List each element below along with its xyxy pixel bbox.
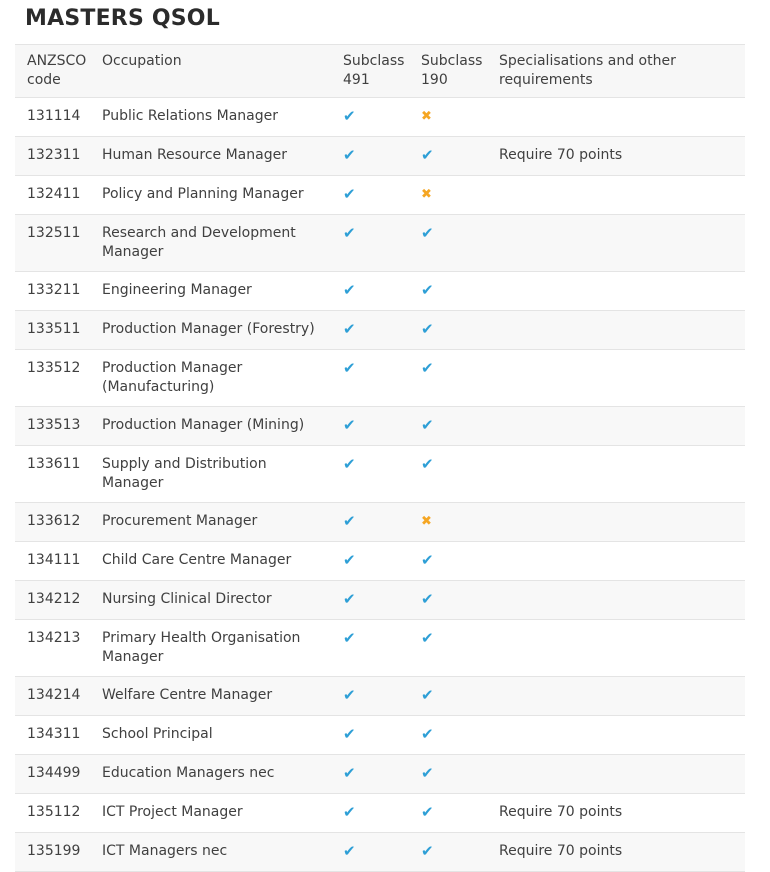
anzsco-code-cell: 135112 (15, 794, 90, 833)
requirements-cell (487, 350, 745, 407)
occupation-cell: ICT Managers nec (90, 833, 331, 872)
subclass-190-cell (409, 407, 487, 446)
subclass-491-cell (331, 716, 409, 755)
anzsco-code-cell: 134499 (15, 755, 90, 794)
check-icon: ✔ (343, 551, 356, 569)
occupation-row (15, 581, 745, 620)
requirements-cell (487, 581, 745, 620)
column-header-subclass-491: Subclass 491 (331, 45, 409, 98)
requirements-cell (487, 407, 745, 446)
subclass-491-cell (331, 272, 409, 311)
occupation-cell: School Principal (90, 716, 331, 755)
occupation-row (15, 716, 745, 755)
occupation-cell: Child Care Centre Manager (90, 542, 331, 581)
occupation-cell: Public Relations Manager (90, 98, 331, 137)
check-icon: ✔ (343, 224, 356, 242)
requirements-cell (487, 311, 745, 350)
anzsco-code-cell: 133612 (15, 503, 90, 542)
requirements-cell (487, 716, 745, 755)
subclass-190-cell (409, 272, 487, 311)
occupation-row (15, 833, 745, 872)
header-row (15, 45, 745, 98)
occupation-row (15, 446, 745, 503)
subclass-190-cell (409, 446, 487, 503)
requirements-cell (487, 215, 745, 272)
subclass-491-cell (331, 215, 409, 272)
occupation-cell: Procurement Manager (90, 503, 331, 542)
subclass-190-cell (409, 794, 487, 833)
check-icon: ✔ (421, 455, 434, 473)
check-icon: ✔ (343, 842, 356, 860)
occupation-cell: Production Manager (Forestry) (90, 311, 331, 350)
requirements-cell: Require 70 points (487, 794, 745, 833)
occupation-cell: Policy and Planning Manager (90, 176, 331, 215)
subclass-190-cell (409, 176, 487, 215)
subclass-190-cell (409, 755, 487, 794)
check-icon: ✔ (343, 146, 356, 164)
anzsco-code-cell: 135199 (15, 833, 90, 872)
check-icon: ✔ (421, 629, 434, 647)
check-icon: ✔ (343, 803, 356, 821)
occupation-row (15, 407, 745, 446)
check-icon: ✔ (343, 512, 356, 530)
subclass-190-cell (409, 503, 487, 542)
occupation-row (15, 137, 745, 176)
page-title: MASTERS QSOL (25, 6, 220, 31)
check-icon: ✔ (343, 416, 356, 434)
subclass-190-cell (409, 833, 487, 872)
requirements-cell (487, 755, 745, 794)
occupation-row (15, 620, 745, 677)
subclass-491-cell (331, 581, 409, 620)
subclass-190-cell (409, 215, 487, 272)
check-icon: ✔ (421, 803, 434, 821)
occupation-row (15, 677, 745, 716)
subclass-491-cell (331, 794, 409, 833)
occupation-cell: Nursing Clinical Director (90, 581, 331, 620)
anzsco-code-cell: 134212 (15, 581, 90, 620)
occupation-cell: Research and Development Manager (90, 215, 331, 272)
occupation-row (15, 350, 745, 407)
anzsco-code-cell: 133511 (15, 311, 90, 350)
subclass-491-cell (331, 542, 409, 581)
occupation-table (15, 44, 745, 872)
subclass-491-cell (331, 407, 409, 446)
occupation-row (15, 98, 745, 137)
anzsco-code-cell: 132311 (15, 137, 90, 176)
occupation-row (15, 176, 745, 215)
table-body (15, 98, 745, 872)
check-icon: ✔ (421, 764, 434, 782)
subclass-190-cell (409, 542, 487, 581)
subclass-491-cell (331, 137, 409, 176)
check-icon: ✔ (343, 590, 356, 608)
anzsco-code-cell: 132411 (15, 176, 90, 215)
check-icon: ✔ (343, 320, 356, 338)
check-icon: ✔ (421, 842, 434, 860)
subclass-491-cell (331, 311, 409, 350)
subclass-190-cell (409, 311, 487, 350)
check-icon: ✔ (343, 185, 356, 203)
cross-icon: ✖ (421, 187, 432, 202)
check-icon: ✔ (421, 551, 434, 569)
occupation-cell: Education Managers nec (90, 755, 331, 794)
requirements-cell: Require 70 points (487, 137, 745, 176)
requirements-cell (487, 446, 745, 503)
occupation-cell: Production Manager (Mining) (90, 407, 331, 446)
subclass-190-cell (409, 137, 487, 176)
subclass-491-cell (331, 503, 409, 542)
requirements-cell (487, 620, 745, 677)
requirements-cell (487, 542, 745, 581)
occupation-cell: ICT Project Manager (90, 794, 331, 833)
check-icon: ✔ (421, 359, 434, 377)
requirements-cell (487, 98, 745, 137)
occupation-cell: Engineering Manager (90, 272, 331, 311)
check-icon: ✔ (343, 686, 356, 704)
occupation-cell: Human Resource Manager (90, 137, 331, 176)
check-icon: ✔ (421, 590, 434, 608)
anzsco-code-cell: 131114 (15, 98, 90, 137)
anzsco-code-cell: 134111 (15, 542, 90, 581)
subclass-491-cell (331, 98, 409, 137)
check-icon: ✔ (421, 281, 434, 299)
subclass-491-cell (331, 350, 409, 407)
check-icon: ✔ (421, 686, 434, 704)
subclass-190-cell (409, 98, 487, 137)
cross-icon: ✖ (421, 514, 432, 529)
subclass-491-cell (331, 755, 409, 794)
occupation-row (15, 755, 745, 794)
check-icon: ✔ (421, 725, 434, 743)
occupation-row (15, 311, 745, 350)
anzsco-code-cell: 134213 (15, 620, 90, 677)
check-icon: ✔ (343, 107, 356, 125)
subclass-190-cell (409, 716, 487, 755)
cross-icon: ✖ (421, 109, 432, 124)
requirements-cell (487, 677, 745, 716)
check-icon: ✔ (421, 146, 434, 164)
subclass-190-cell (409, 581, 487, 620)
column-header-occupation: Occupation (90, 45, 331, 98)
requirements-cell (487, 272, 745, 311)
requirements-cell (487, 176, 745, 215)
occupation-cell: Production Manager (Manufacturing) (90, 350, 331, 407)
occupation-cell: Primary Health Organisation Manager (90, 620, 331, 677)
check-icon: ✔ (343, 281, 356, 299)
subclass-190-cell (409, 350, 487, 407)
table-header (15, 45, 745, 98)
requirements-cell (487, 503, 745, 542)
check-icon: ✔ (343, 455, 356, 473)
occupation-cell: Welfare Centre Manager (90, 677, 331, 716)
subclass-190-cell (409, 677, 487, 716)
subclass-491-cell (331, 620, 409, 677)
anzsco-code-cell: 134214 (15, 677, 90, 716)
anzsco-code-cell: 133211 (15, 272, 90, 311)
check-icon: ✔ (421, 416, 434, 434)
subclass-491-cell (331, 677, 409, 716)
check-icon: ✔ (343, 725, 356, 743)
anzsco-code-cell: 133513 (15, 407, 90, 446)
subclass-491-cell (331, 446, 409, 503)
requirements-cell: Require 70 points (487, 833, 745, 872)
check-icon: ✔ (343, 359, 356, 377)
anzsco-code-cell: 133611 (15, 446, 90, 503)
occupation-row (15, 503, 745, 542)
occupation-row (15, 272, 745, 311)
subclass-491-cell (331, 176, 409, 215)
check-icon: ✔ (343, 764, 356, 782)
subclass-190-cell (409, 620, 487, 677)
anzsco-code-cell: 133512 (15, 350, 90, 407)
occupation-row (15, 794, 745, 833)
column-header-anzsco-code: ANZSCO code (15, 45, 90, 98)
occupation-cell: Supply and Distribution Manager (90, 446, 331, 503)
subclass-491-cell (331, 833, 409, 872)
check-icon: ✔ (421, 320, 434, 338)
column-header-specialisations: Specialisations and other requirements (487, 45, 745, 98)
anzsco-code-cell: 132511 (15, 215, 90, 272)
check-icon: ✔ (343, 629, 356, 647)
check-icon: ✔ (421, 224, 434, 242)
occupation-row (15, 215, 745, 272)
column-header-subclass-190: Subclass 190 (409, 45, 487, 98)
occupation-row (15, 542, 745, 581)
anzsco-code-cell: 134311 (15, 716, 90, 755)
